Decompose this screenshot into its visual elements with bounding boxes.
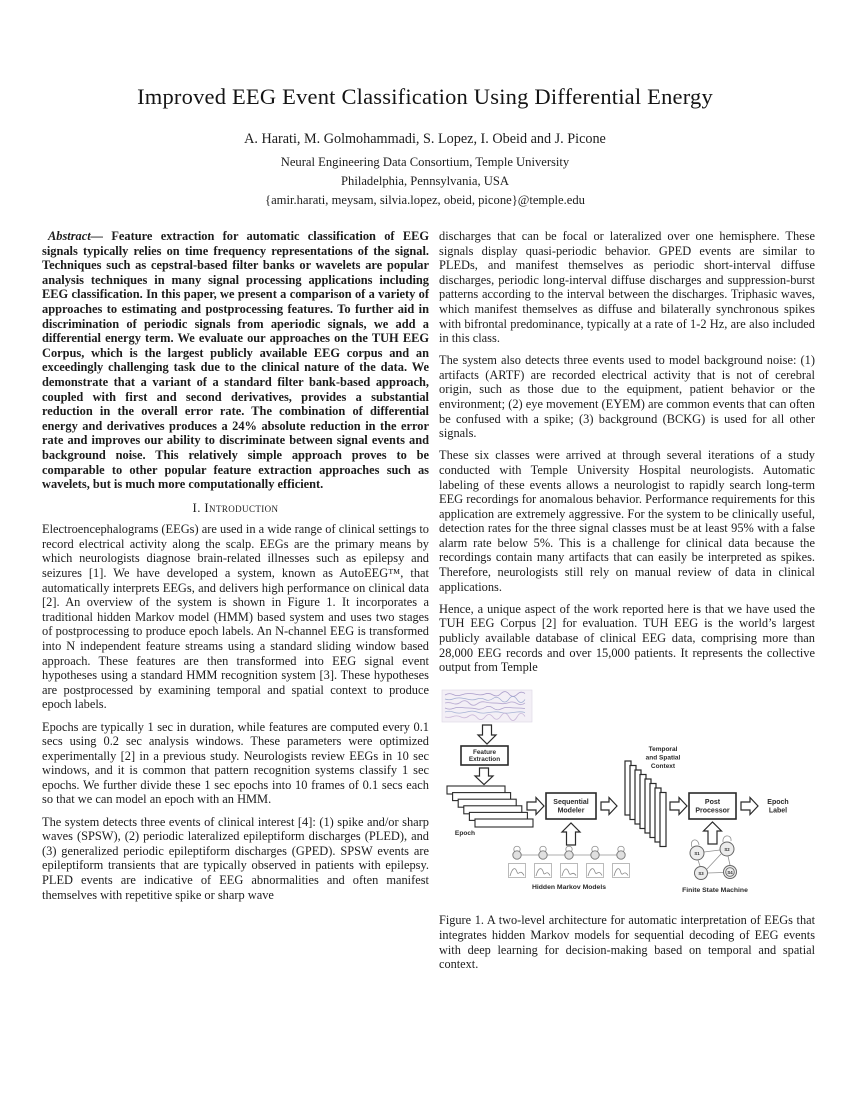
up-arrow-icon [704, 822, 722, 844]
epoch-stack [447, 786, 533, 837]
right-arrow-icon [527, 797, 544, 814]
right-arrow-icon [741, 797, 758, 814]
fsm-state-label: S4 [727, 869, 733, 875]
up-arrow-icon [562, 823, 580, 845]
down-arrow-icon [475, 768, 493, 785]
two-column-body [42, 229, 850, 972]
sequential-modeler-box [546, 793, 596, 819]
figure-1-diagram [439, 689, 815, 901]
paragraph-intro-2: Epochs are typically 1 sec in duration, while features are computed every 0.1 secs using 0.2 sec analysis windows. These parameters were optimized experimentally [2] in a previous study. Neurologists review EEGs in 10 sec windows, and it is common that pattern recognition systems classify 1 sec epochs. We further divide these 1 sec epochs into 10 frames of 0.1 secs each so that we can model an epoch with an HMM. [42, 719, 429, 807]
sequential-modeler-label: Modeler [557, 807, 585, 815]
paper-location: Philadelphia, Pennsylvania, USA [341, 174, 509, 188]
paper-header [0, 0, 850, 208]
section-heading-introduction: I. Introduction [192, 500, 279, 515]
eeg-signal-image [442, 690, 532, 722]
paper-authors: A. Harati, M. Golmohammadi, S. Lopez, I. Obeid and J. Picone [244, 131, 606, 147]
hmm-diagram [509, 846, 630, 891]
abstract-text: Feature extraction for automatic classification of EEG signals typically relies on time frequency representations of the signal. Techniques such as cepstral-based filter banks or wavelets are popular analysis techniques in many signal processing applications including EEG classification. In this paper, we present a comparison of a variety of approaches to estimating and postprocessing features. To further aid in discrimination of periodic signals from aperiodic signals, we add a differential energy term. We evaluate our approaches on the TUH EEG Corpus, which is the largest publicly available EEG corpus and an exceedingly challenging task due to the clinical nature of the data. We demonstrate that a variant of a standard filter bank-based approach, coupled with first and second derivatives, provides a substantial reduction in the overall error rate. The combination of differential energy and derivatives produces a 24% absolute reduction in the error rate and improves our ability to discriminate between signal events and background noise. This relatively simple approach proves to be comparable to other popular feature extraction approaches such as wavelets, but is much more computationally efficient. [42, 229, 429, 492]
paragraph-intro-1: Electroencephalograms (EEGs) are used in a wide range of clinical settings to record electrical activity along the scalp. EEGs are the primary means by which neurologists diagnose brain-related illnesses such as epilepsy and seizures [1]. We have developed a system, known as AutoEEG™, that automatically interprets EEGs, and delivers high performance on clinical data [2]. An overview of the system is shown in Figure 1. It incorporates a traditional hidden Markov model (HMM) based system and uses two stages of postprocessing to produce epoch labels. An N-channel EEG is transformed into N independent feature streams using a standard sliding window based approach. These features are then transformed into EEG signal event hypotheses using a standard HMM recognition system [3]. These hypotheses are postprocessed by examining temporal and spatial context to produce epoch labels. [42, 522, 429, 712]
context-label: and Spatial [645, 754, 681, 762]
context-label: Context [650, 762, 676, 770]
fsm-state-label: S1 [694, 850, 700, 856]
temporal-spatial-context-bars [625, 746, 681, 847]
feature-extraction-label: Feature [472, 748, 497, 756]
post-processor-box [689, 793, 736, 819]
paper-affiliation: Neural Engineering Data Consortium, Temple University [280, 155, 570, 169]
figure-caption: Figure 1. A two-level architecture for automatic interpretation of EEGs that integrates hidden Markov models for sequential decoding of EEG events with deep learning for decision-making based on temporal and spatial context. [439, 913, 815, 972]
epoch-label-text: Label [768, 807, 788, 815]
left-column [42, 229, 429, 972]
down-arrow-icon [478, 725, 496, 744]
post-processor-label: Processor [695, 807, 730, 815]
figure-1 [439, 689, 815, 972]
feature-extraction-label: Extraction [468, 755, 501, 763]
feature-extraction-box [461, 746, 508, 765]
epoch-label-text: Epoch [767, 798, 789, 806]
paragraph-intro-7: Hence, a unique aspect of the work reported here is that we have used the TUH EEG Corpus [2] for evaluation. TUH EEG is the world’s largest publicly available database of clinical EEG data, comprising more than 28,000 EEG records and over 15,000 patients. It represents the collective output from Temple [439, 601, 815, 675]
abstract-lead: Abstract— [48, 229, 104, 243]
sequential-modeler-label: Sequential [553, 798, 589, 806]
paragraph-intro-6: These six classes were arrived at through several iterations of a study conducted with Temple University Hospital neurologists. Automatic labeling of these events allows a neurologist to rapidly search long-term EEG recordings for anomalous behavior. Performance requirements for this application are extremely aggressive. For the system to be clinically useful, detection rates for the three signal classes must be at least 95% with a false alarm rate below 5%. This is a challenge for clinical data because the recordings contain many artifacts that can easily be interpreted as spikes. Therefore, neurologists still rely on manual review of data in clinical applications. [439, 448, 815, 594]
fsm-state-label: S3 [698, 870, 704, 876]
fsm-state-label: S2 [724, 846, 730, 852]
paragraph-intro-5: The system also detects three events used to model background noise: (1) artifacts (ARTF) are recorded electrical activity that is not of cerebral origin, such as those due to the equipment, patient behavior or the environment; (2) eye movement (EYEM) are common events that can often be confused with a spike; (3) background (BCKG) is used for all other signals. [439, 353, 815, 441]
paper-title: Improved EEG Event Classification Using Differential Energy [137, 84, 713, 109]
right-arrow-icon [601, 797, 617, 814]
abstract [42, 229, 429, 492]
context-label: Temporal [648, 745, 678, 753]
right-column [439, 229, 815, 972]
epoch-label-output [767, 799, 788, 815]
fsm-label: Finite State Machine [682, 886, 748, 894]
epoch-stack-label: Epoch [454, 829, 476, 837]
hmm-label: Hidden Markov Models [531, 883, 607, 891]
post-processor-label: Post [704, 798, 721, 806]
paragraph-intro-3: The system detects three events of clinical interest [4]: (1) spike and/or sharp waves (SPSW), (2) periodic lateralized epileptiform discharges (PLED), and (3) generalized periodic epileptiform discharges (GPED). SPSW events are epileptiform transients that are typically observed in patients with epilepsy. PLED events are indicative of EEG abnormalities and often manifest themselves with repetitive spike or sharp wave [42, 814, 429, 902]
right-arrow-icon [670, 797, 687, 814]
paragraph-intro-4: discharges that can be focal or lateralized over one hemisphere. These signals display quasi-periodic behavior. GPED events are similar to PLEDs, and manifest themselves as periodic short-interval diffuse discharges, periodic long-interval diffuse discharges and suppression-burst patterns according to the interval between the discharges. Triphasic waves, which manifest themselves as diffuse and bilaterally synchronous spikes with bifrontal predominance, typically at a rate of 1-2 Hz, are also included in this class. [439, 229, 815, 346]
paper-email: {amir.harati, meysam, silvia.lopez, obeid, picone}@temple.edu [265, 193, 585, 207]
